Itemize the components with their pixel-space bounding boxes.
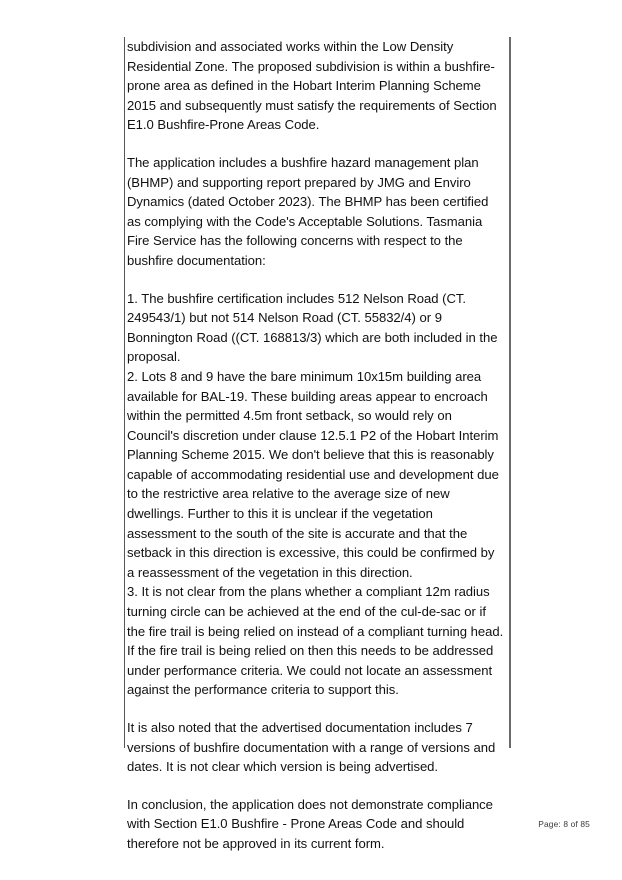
paragraph-also-noted: It is also noted that the advertised documentation includes 7 versions of bushfire documentation with a range of versions and dates. It is not clear which version is being advertised.	[127, 720, 496, 775]
paragraph-application-overview: The application includes a bushfire hazard management plan (BHMP) and supporting report prepared by JMG and Enviro Dynamics (dated October 2023). The BHMP has been certified as complying with the Code's Acceptable Solutions. Tasmania Fire Service has the following concerns with respect to the bushfire documentation:	[127, 154, 489, 268]
document-text-column	[127, 37, 505, 854]
numbered-concern-1: 1. The bushfire certification includes 512 Nelson Road (CT. 249543/1) but not 514 Nelson Road (CT. 55832/4) or 9 Bonnington Road ((CT. 168813/3) which are both included in the proposal.	[127, 290, 498, 365]
right-margin-change-bar	[509, 37, 511, 748]
page-footer	[0, 814, 622, 832]
numbered-concerns-list	[127, 289, 505, 700]
left-margin-change-bar	[124, 37, 125, 748]
paragraph-conclusion: In conclusion, the application does not demonstrate compliance with Section E1.0 Bushfire - Prone Areas Code and should therefore not be approved in its current form.	[127, 796, 493, 851]
paragraph-intro: subdivision and associated works within the Low Density Residential Zone. The proposed subdivision is within a bushfire-prone area as defined in the Hobart Interim Planning Scheme 2015 and subsequently must satisfy the requirements of Section E1.0 Bushfire-Prone Areas Code.	[127, 39, 497, 133]
numbered-concern-2: 2. Lots 8 and 9 have the bare minimum 10x15m building area available for BAL-19. These building areas appear to encroach within the permitted 4.5m front setback, so would rely on Council's discretion under clause 12.5.1 P2 of the Hobart Interim Planning Scheme 2015. We don't believe that this is reasonably capable of accommodating residential use and development due to the restrictive area relative to the average size of new dwellings. Further to this it is unclear if the vegetation assessment to the south of the site is accurate and that the setback in this direction is excessive, this could be confirmed by a reassessment of the vegetation in this direction.	[127, 368, 499, 580]
numbered-concern-3: 3. It is not clear from the plans whether a compliant 12m radius turning circle can be achieved at the end of the cul-de-sac or if the fire trail is being relied on instead of a compliant turning head. If the fire trail is being relied on then this needs to be addressed under performance criteria. We could not locate an assessment against the performance criteria to support this.	[127, 584, 504, 698]
page-number-label: Page: 8 of 85	[538, 819, 590, 829]
